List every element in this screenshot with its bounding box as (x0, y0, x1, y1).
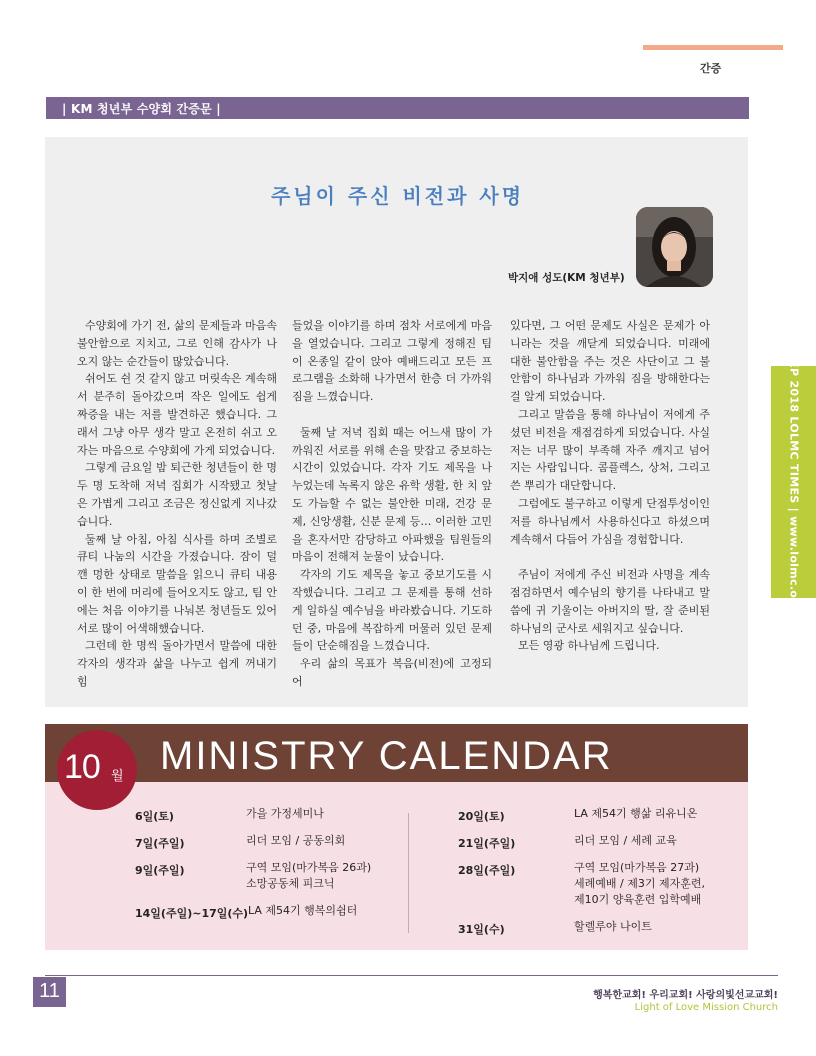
footer-church-name: Light of Love Mission Church (634, 1002, 778, 1013)
article-column-1 (77, 317, 277, 691)
calendar-date: 20일(토) (458, 810, 505, 823)
month-number: 10 (64, 748, 100, 786)
paragraph: 그리고 말씀을 통해 하나님이 저에게 주셨던 비전을 재점검하게 되었습니다. 사실 저는 너무 많이 부족해 자주 깨지고 넘어지는 사람입니다. 콤플렉스, 상처, 그리고 쓴 뿌리가 대단합니다. (510, 407, 710, 493)
paragraph: 그렇게 금요일 밤 퇴근한 청년들이 한 명 두 명 도착해 저녁 집회가 시작됐고 첫날은 가볍게 그리고 조금은 정신없게 지나갔습니다. (77, 461, 277, 528)
article-column-3 (510, 317, 710, 655)
header-label: | KM 청년부 수양회 간증문 | (62, 102, 221, 116)
month-unit: 월 (111, 769, 124, 784)
calendar-date: 28일(주일) (458, 864, 516, 877)
calendar-event: 리더 모임 / 세례 교육 (574, 834, 677, 847)
page-number: 11 (39, 980, 60, 1002)
paragraph: 모든 영광 하나님께 드립니다. (518, 639, 660, 653)
calendar-event: 구역 모임(마가복음 27과) 세례예배 / 제3기 제자훈련, 제10기 양육훈련 입학예배 (574, 861, 705, 906)
calendar-event: LA 제54기 행삶 리유니온 (574, 807, 698, 820)
calendar-event: 구역 모임(마가복음 26과) 소망공동체 피크닉 (246, 861, 372, 890)
side-tab (771, 351, 816, 613)
paragraph: 있다면, 그 어떤 문제도 사실은 문제가 아니라는 것을 깨닫게 되었습니다. 미래에 대한 불안함을 주는 것은 사단이고 그 불안함이 하나님과 가까워 짐을 방해한다는 걸 알게 되었습니다. (510, 319, 710, 404)
calendar-date: 9일(주일) (135, 864, 185, 877)
side-tab-text: SEP 2018 LOLMC TIMES | www.lolmc.org (787, 351, 800, 613)
paragraph: 우리 삶의 목표가 복음(비전)에 고정되어 (292, 657, 492, 688)
calendar-divider (408, 813, 409, 933)
paragraph: 둘째 날 저녁 집회 때는 어느새 많이 가까워진 서로를 위해 손을 맞잡고 중보하는 시간이 있었습니다. 각자 기도 제목을 나누었는데 녹록지 않은 유학 생활, 한 치 앞도 가늠할 수 없는 불안한 미래, 건강 문제, 신앙생활, 신분 문제 등… 이러한 고민을 혼자서만 감당하고 아파했을 팀원들의 마음이 전해져 눈물이 났습니다. (292, 425, 492, 564)
paragraph: 각자의 기도 제목을 놓고 중보기도를 시작했습니다. 그리고 그 문제를 통해 선하게 일하실 예수님을 바라봤습니다. 기도하던 중, 마음에 복잡하게 머물러 있던 문제들이 단순해짐을 느꼈습니다. (292, 568, 492, 653)
article-title: 주님이 주신 비전과 사명 (270, 184, 525, 208)
calendar-event: 가을 가정세미나 (246, 807, 324, 820)
paragraph: 수양회에 가기 전, 삶의 문제들과 마음속 불안함으로 지치고, 그로 인해 감사가 나오지 않는 순간들이 많았습니다. (77, 319, 277, 368)
calendar-date: 31일(수) (458, 923, 505, 936)
calendar-date: 21일(주일) (458, 837, 516, 850)
top-accent-line (643, 45, 783, 50)
calendar-date: 6일(토) (135, 810, 174, 823)
calendar-date: 7일(주일) (135, 837, 185, 850)
paragraph: 주님이 저에게 주신 비전과 사명을 계속 점검하면서 예수님의 향기를 나타내고 말씀에 귀 기울이는 아버지의 딸, 잘 준비된 하나님의 군사로 세워지고 싶습니다. (510, 568, 710, 635)
calendar-event: 할렐루야 나이트 (574, 920, 652, 933)
calendar-title: MINISTRY CALENDAR (160, 734, 613, 778)
author-name: 박지애 성도(KM 청년부) (508, 272, 625, 284)
calendar-date: 14일(주일)~17일(수) (135, 907, 249, 920)
paragraph: 들었을 이야기를 하며 점차 서로에게 마음을 열었습니다. 그리고 그렇게 정해진 팀이 온종일 같이 앉아 예배드리고 모든 프로그램을 소화해 나가면서 한층 더 가까워 짐을 느꼈습니다. (292, 319, 492, 404)
calendar-event: LA 제54기 행복의쉼터 (248, 904, 358, 917)
footer-divider (45, 975, 778, 976)
author-photo (636, 207, 713, 287)
paragraph: 그런데 한 명씩 돌아가면서 말씀에 대한 각자의 생각과 삶을 나누고 쉽게 꺼내기 힘 (77, 639, 277, 688)
page-number-box (33, 977, 66, 1007)
article-column-2 (292, 317, 492, 691)
header-bar (46, 97, 749, 119)
paragraph: 그럼에도 불구하고 이렇게 단점투성이인 저를 하나님께서 사용하신다고 하셨으며 계속해서 다듬어 가심을 경험합니다. (510, 496, 710, 546)
section-tag: 간증 (700, 62, 722, 75)
footer-slogan: 행복한교회! 우리교회! 사랑의빛선교교회! (593, 990, 778, 1001)
paragraph: 쉬어도 쉰 것 같지 않고 머릿속은 계속해서 분주히 돌아갔으며 작은 일에도 쉽게 짜증을 내는 저를 발견하곤 했습니다. 그래서 그냥 아무 생각 말고 온전히 쉬고 오자는 마음으로 수양회에 가게 되었습니다. (77, 372, 277, 457)
calendar-event: 리더 모임 / 공동의회 (246, 834, 346, 847)
paragraph: 둘째 날 아침, 아침 식사를 하며 조별로 큐티 나눔의 시간을 가졌습니다. 잠이 덜 깬 멍한 상태로 말씀을 읽으니 큐티 내용이 한 번에 머리에 들어오지도 않고, 팀 안에는 처음 이야기를 나눠본 청년들도 있어 서로 많이 어색해했습니다. (77, 532, 277, 635)
